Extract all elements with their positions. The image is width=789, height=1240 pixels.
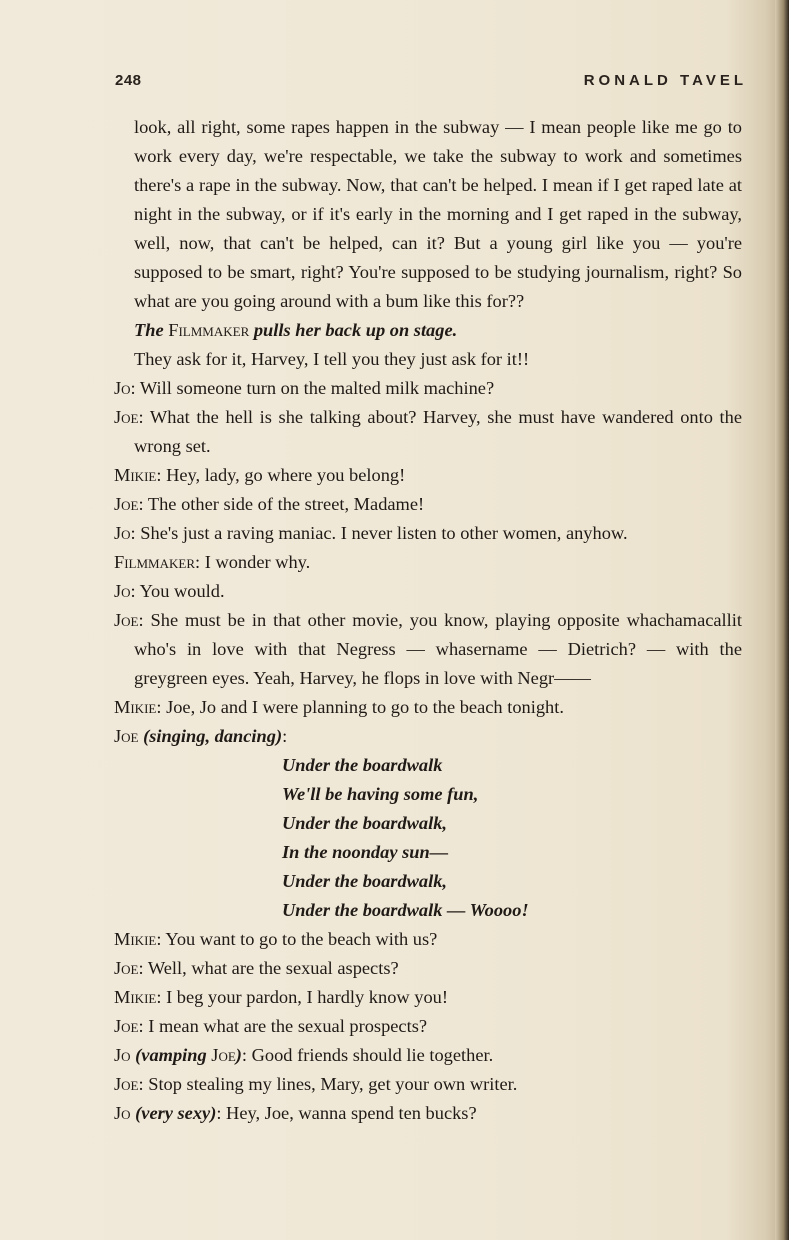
song-line: Under the boardwalk — Woooo!: [282, 900, 529, 920]
dialogue-line: Joe: What the hell is she talking about? Harvey, she must have wandered onto the wrong set.: [114, 407, 742, 456]
dialogue-text: I wonder why.: [204, 552, 311, 572]
dialogue-text: The other side of the street, Madame!: [147, 494, 425, 514]
speech-continuation: look, all right, some rapes happen in the subway — I mean people like me go to work every day, we're respectable, we take the subway to work and sometimes there's a rape in the subway. Now, that can't be helped. I mean if I get raped late at night in the subway, or if it's early in the morning and I get raped in the subway, well, now, that can't be helped, can it? But a young girl like you — you're supposed to be smart, right? You're supposed to be studying journalism, right? So what are you going around with a bum like this for??: [134, 117, 742, 311]
speaker-name: Joe: [114, 610, 139, 630]
dialogue-line: Jo (very sexy): Hey, Joe, wanna spend ten bucks?: [114, 1103, 477, 1123]
song-line: Under the boardwalk,: [282, 813, 448, 833]
speech-continuation-2: They ask for it, Harvey, I tell you they just ask for it!!: [134, 349, 530, 369]
dialogue-line: Jo: Will someone turn on the malted milk machine?: [114, 378, 495, 398]
stage-direction-close: ): [235, 1045, 242, 1065]
dialogue-text: She's just a raving maniac. I never listen to other women, anyhow.: [140, 523, 628, 543]
book-spine-shadow: [775, 0, 789, 1240]
stage-direction-article: The: [134, 320, 164, 340]
song-line: We'll be having some fun,: [282, 784, 479, 804]
dialogue-text: Hey, Joe, wanna spend ten bucks?: [226, 1103, 477, 1123]
song-line: In the noonday sun—: [282, 842, 449, 862]
dialogue-text: I mean what are the sexual prospects?: [148, 1016, 428, 1036]
dialogue-text: Joe, Jo and I were planning to go to the beach tonight.: [166, 697, 564, 717]
speaker-name: Mikie: [114, 465, 157, 485]
dialogue-line: Mikie: You want to go to the beach with us?: [114, 929, 438, 949]
song-intro-line: Joe (singing, dancing):: [114, 726, 288, 746]
dialogue-line: Mikie: Joe, Jo and I were planning to go to the beach tonight.: [114, 697, 564, 717]
stage-direction-speaker: Filmmaker: [168, 320, 250, 340]
speaker-name: Jo: [114, 378, 131, 398]
speaker-name: Jo: [114, 581, 131, 601]
dialogue-text: What the hell is she talking about? Harvey, she must have wandered onto the wrong set.: [134, 407, 742, 456]
stage-direction-text: pulls her back up on stage.: [253, 320, 458, 340]
dialogue-line: Jo: You would.: [114, 581, 225, 601]
stage-direction-open: (vamping: [135, 1045, 212, 1065]
dialogue-text: I beg your pardon, I hardly know you!: [166, 987, 448, 1007]
dialogue-line: Filmmaker: I wonder why.: [114, 552, 311, 572]
stage-direction-inline: (singing, dancing): [143, 726, 283, 746]
play-text: [114, 113, 742, 1128]
dialogue-line: Mikie: Hey, lady, go where you belong!: [114, 465, 406, 485]
speaker-name: Mikie: [114, 697, 157, 717]
dialogue-text: Good friends should lie together.: [251, 1045, 494, 1065]
dialogue-line: Jo: She's just a raving maniac. I never listen to other women, anyhow.: [114, 523, 628, 543]
stage-direction-speaker: Joe: [211, 1045, 236, 1065]
dialogue-line: Joe: The other side of the street, Madame!: [114, 494, 425, 514]
dialogue-text: She must be in that other movie, you know, playing opposite whachamacallit who's in love with that Negress — whasername — Dietrich? — with the greygreen eyes. Yeah, Harvey, he flops in love with Negr——: [134, 610, 743, 688]
speaker-name: Joe: [114, 958, 139, 978]
song-line: Under the boardwalk,: [282, 871, 448, 891]
dialogue-text: Well, what are the sexual aspects?: [147, 958, 399, 978]
speaker-name: Joe: [114, 407, 139, 427]
dialogue-line: Joe: Stop stealing my lines, Mary, get your own writer.: [114, 1074, 518, 1094]
song-lyrics: [114, 751, 742, 925]
speaker-name: Jo: [114, 1103, 131, 1123]
dialogue-text: You would.: [139, 581, 225, 601]
dialogue-line: Joe: Well, what are the sexual aspects?: [114, 958, 399, 978]
speaker-name: Mikie: [114, 987, 157, 1007]
dialogue-text: You want to go to the beach with us?: [165, 929, 438, 949]
speaker-name: Jo: [114, 1045, 131, 1065]
speaker-name: Joe: [114, 1074, 139, 1094]
dialogue-line: Jo (vamping Joe): Good friends should lie together.: [114, 1045, 494, 1065]
dialogue-text: Will someone turn on the malted milk machine?: [139, 378, 495, 398]
dialogue-line: Mikie: I beg your pardon, I hardly know you!: [114, 987, 448, 1007]
page-number: 248: [115, 72, 142, 89]
running-head: RONALD TAVEL: [583, 72, 747, 89]
stage-direction: [114, 316, 742, 345]
dialogue-text: Stop stealing my lines, Mary, get your own writer.: [148, 1074, 518, 1094]
speaker-name: Jo: [114, 523, 131, 543]
speaker-name: Filmmaker: [114, 552, 196, 572]
stage-direction-inline: (very sexy): [135, 1103, 217, 1123]
dialogue-text: Hey, lady, go where you belong!: [166, 465, 406, 485]
speaker-name: Joe: [114, 1016, 139, 1036]
speaker-name: Joe: [114, 494, 139, 514]
song-line: Under the boardwalk: [282, 755, 443, 775]
page-header: [115, 72, 747, 92]
speaker-name: Joe: [114, 726, 139, 746]
speaker-name: Mikie: [114, 929, 157, 949]
dialogue-line: Joe: She must be in that other movie, you know, playing opposite whachamacallit who's in love with that Negress — whasername — Dietrich? — with the greygreen eyes. Yeah, Harvey, he flops in love with Negr——: [114, 610, 743, 688]
dialogue-line: Joe: I mean what are the sexual prospects?: [114, 1016, 428, 1036]
